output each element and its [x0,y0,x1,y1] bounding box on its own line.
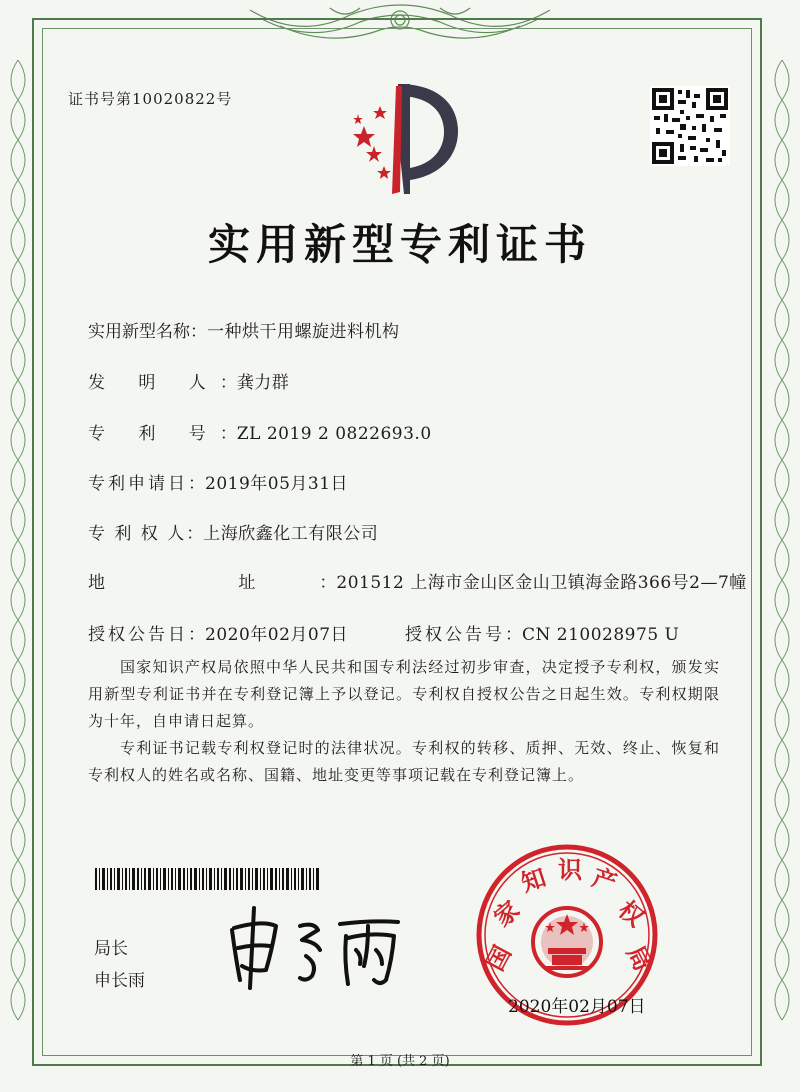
field-label: 发 明 人 [88,373,220,393]
svg-text:识: 识 [558,856,582,884]
field-value: 上海欣鑫化工有限公司 [203,524,379,544]
grant-paragraph: 国家知识产权局依照中华人民共和国专利法经过初步审查，决定授予专利权，颁发实用新型专利证书并在专利登记簿上予以登记。专利权自授权公告之日起生效。专利权期限为十年，自申请日起算。 [88,658,720,730]
field-value: 201512 上海市金山区金山卫镇海金路366号2—7幢 [336,573,747,593]
patent-number-field: 专 利 号：ZL 2019 2 0822693.0 [88,419,432,444]
director-signature-icon [222,900,412,990]
field-label: 地 址 [88,573,320,593]
field-value: 2020年02月07日 [205,625,349,645]
page-indicator: 第 1 页 (共 2 页) [350,1054,450,1069]
patent-office-emblem-icon [340,76,470,201]
director-title: 局长 [94,939,128,959]
certificate-number: 证书号第10020822号 [68,90,233,108]
seal-date: 2020年02月07日 [508,997,646,1017]
field-value: 龚力群 [236,373,290,393]
field-value: 一种烘干用螺旋进料机构 [207,322,400,342]
utility-model-name-field: 实用新型名称：一种烘干用螺旋进料机构 [88,317,400,342]
inventor-field: 发 明 人：龚力群 [88,368,289,393]
legal-status-statement [88,735,720,789]
field-label: 专 利 权 人 [88,524,187,544]
certificate-title: 实用新型专利证书 [207,220,592,269]
field-label: 实用新型名称 [88,322,190,342]
qr-code-icon [650,86,730,166]
field-value: ZL 2019 2 0822693.0 [236,424,432,444]
field-label: 授权公告日 [88,625,188,645]
svg-text:权: 权 [612,895,650,933]
grant-publication-number-field: 授权公告号：CN 210028975 U [405,620,679,645]
address-field: 地 址：201512 上海市金山区金山卫镇海金路366号2—7幢 [88,568,747,593]
director-name: 申长雨 [94,971,145,991]
left-ornament [0,60,36,1040]
barcode-icon [95,868,320,890]
field-value: 2019年05月31日 [205,474,349,494]
right-ornament [764,60,800,1040]
patentee-field: 专 利 权 人：上海欣鑫化工有限公司 [88,519,378,544]
grant-date-field: 授权公告日：2020年02月07日 [88,620,348,645]
svg-text:知: 知 [517,863,550,898]
field-label: 专利申请日 [88,474,188,494]
svg-text:局: 局 [621,941,658,976]
grant-statement [88,654,720,735]
field-label: 专 利 号 [88,424,220,444]
svg-text:产: 产 [588,863,621,898]
field-value: CN 210028975 U [522,625,680,645]
svg-text:国: 国 [480,941,517,976]
field-label: 授权公告号 [405,625,505,645]
filing-date-field: 专利申请日：2019年05月31日 [88,469,348,494]
legal-status-paragraph: 专利证书记载专利权登记时的法律状况。专利权的转移、质押、无效、终止、恢复和专利权人的姓名或名称、国籍、地址变更等事项记载在专利登记簿上。 [88,739,720,784]
svg-text:家: 家 [488,895,526,933]
